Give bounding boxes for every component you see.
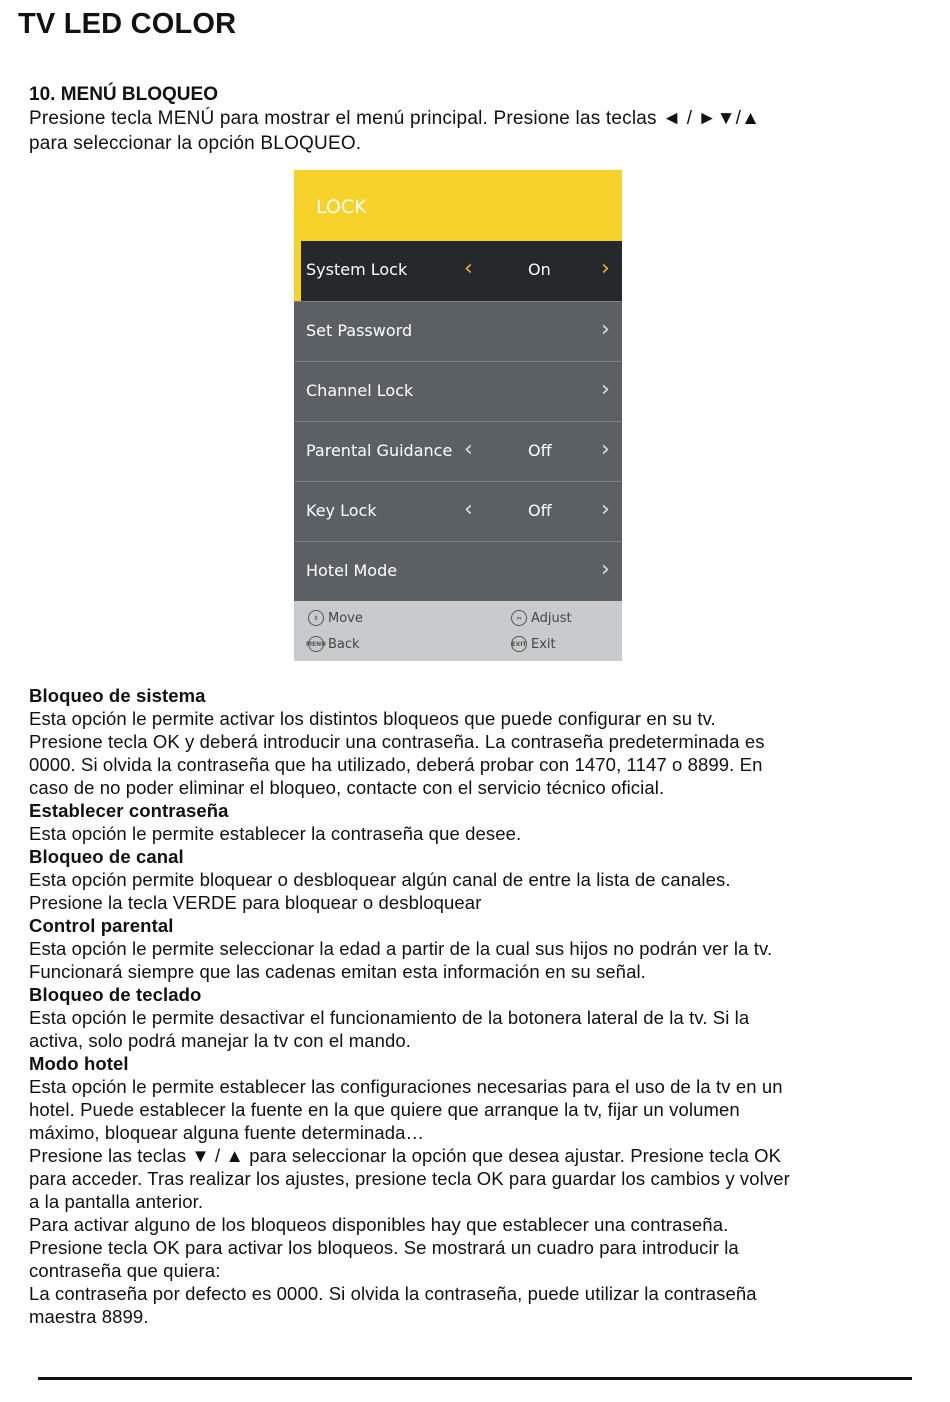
- body-line: Esta opción le permite desactivar el funcionamiento de la botonera lateral de la tv. Si la: [29, 1007, 750, 1028]
- body-line: Presione tecla OK para activar los bloqueos. Se mostrará un cuadro para introducir la: [29, 1237, 739, 1258]
- hint-exit: [511, 636, 556, 652]
- chevron-right-icon[interactable]: ›: [601, 256, 610, 281]
- body-line: hotel. Puede establecer la fuente en la que quiere que arranque la tv, fijar un volumen: [29, 1099, 740, 1120]
- subheading-channel-lock: Bloqueo de canal: [29, 846, 184, 867]
- body-line: a la pantalla anterior.: [29, 1191, 204, 1212]
- body-line: para acceder. Tras realizar los ajustes, presione tecla OK para guardar los cambios y volver: [29, 1168, 790, 1189]
- hint-back: [308, 636, 360, 652]
- intro-line: Presione tecla MENÚ para mostrar el menú principal. Presione las teclas ◄ / ►▼/▲: [29, 108, 761, 129]
- intro-paragraph: [29, 106, 909, 156]
- menu-item-parental-guidance[interactable]: [294, 421, 622, 481]
- body-line: Presione las teclas ▼ / ▲ para seleccionar la opción que desea ajustar. Presione tecla OK: [29, 1145, 782, 1166]
- subheading-hotel-mode: Modo hotel: [29, 1053, 129, 1074]
- menu-item-value: Off: [528, 441, 552, 460]
- hint-adjust: [511, 610, 572, 626]
- hint-label: Back: [328, 636, 360, 652]
- body-line: caso de no poder eliminar el bloqueo, contacte con el servicio técnico oficial.: [29, 777, 665, 798]
- body-line: Presione la tecla VERDE para bloquear o desbloquear: [29, 892, 482, 913]
- body-line: Funcionará siempre que las cadenas emitan esta información en su señal.: [29, 961, 646, 982]
- chevron-right-icon[interactable]: ›: [601, 437, 610, 462]
- menu-item-set-password[interactable]: [294, 301, 622, 361]
- body-line: Esta opción le permite seleccionar la edad a partir de la cual sus hijos no podrán ver la tv.: [29, 938, 773, 959]
- chevron-left-icon[interactable]: ‹: [464, 497, 473, 522]
- menu-item-hotel-mode[interactable]: [294, 541, 622, 601]
- up-down-icon: ⇕: [308, 610, 324, 626]
- chevron-right-icon[interactable]: ›: [601, 377, 610, 402]
- body-line: Esta opción le permite activar los distintos bloqueos que puede configurar en su tv.: [29, 708, 716, 729]
- chevron-left-icon[interactable]: ‹: [464, 437, 473, 462]
- chevron-right-icon[interactable]: ›: [601, 497, 610, 522]
- body-line: Esta opción le permite establecer la contraseña que desee.: [29, 823, 522, 844]
- menu-footer-hints: [294, 601, 622, 661]
- body-line: Para activar alguno de los bloqueos disponibles hay que establecer una contraseña.: [29, 1214, 729, 1235]
- menu-item-label: System Lock: [306, 260, 408, 279]
- hint-label: Move: [328, 610, 363, 626]
- body-content: [29, 684, 909, 1328]
- body-line: activa, solo podrá manejar la tv con el mando.: [29, 1030, 411, 1051]
- page-title: TV LED COLOR: [18, 8, 237, 40]
- hint-move: [308, 610, 363, 626]
- menu-item-label: Set Password: [306, 321, 413, 340]
- body-line: contraseña que quiera:: [29, 1260, 221, 1281]
- subheading-set-password: Establecer contraseña: [29, 800, 229, 821]
- menu-title: LOCK: [316, 196, 367, 218]
- left-right-icon: ⇔: [511, 610, 527, 626]
- subheading-system-lock: Bloqueo de sistema: [29, 685, 206, 706]
- body-line: La contraseña por defecto es 0000. Si olvida la contraseña, puede utilizar la contraseña: [29, 1283, 757, 1304]
- tv-lock-menu: [294, 170, 622, 661]
- exit-button-icon: EXIT: [511, 636, 527, 652]
- menu-item-label: Channel Lock: [306, 381, 414, 400]
- menu-item-system-lock[interactable]: [294, 241, 622, 301]
- hint-label: Adjust: [531, 610, 572, 626]
- body-line: máximo, bloquear alguna fuente determinada…: [29, 1122, 425, 1143]
- menu-item-label: Hotel Mode: [306, 561, 398, 580]
- menu-item-key-lock[interactable]: [294, 481, 622, 541]
- menu-item-label: Parental Guidance: [306, 441, 453, 460]
- menu-item-value: Off: [528, 501, 552, 520]
- menu-item-label: Key Lock: [306, 501, 377, 520]
- footer-divider: [38, 1377, 912, 1380]
- body-line: Presione tecla OK y deberá introducir una contraseña. La contraseña predeterminada es: [29, 731, 765, 752]
- hint-label: Exit: [531, 636, 556, 652]
- subheading-parental-control: Control parental: [29, 915, 174, 936]
- body-line: maestra 8899.: [29, 1306, 149, 1327]
- section-heading: 10. MENÚ BLOQUEO: [29, 84, 218, 105]
- menu-header: [294, 170, 622, 241]
- body-line: 0000. Si olvida la contraseña que ha utilizado, deberá probar con 1470, 1147 o 8899. En: [29, 754, 763, 775]
- chevron-right-icon[interactable]: ›: [601, 557, 610, 582]
- chevron-left-icon[interactable]: ‹: [464, 256, 473, 281]
- chevron-right-icon[interactable]: ›: [601, 317, 610, 342]
- body-line: Esta opción permite bloquear o desbloquear algún canal de entre la lista de canales.: [29, 869, 731, 890]
- intro-line: para seleccionar la opción BLOQUEO.: [29, 133, 362, 154]
- menu-button-icon: MENU: [308, 636, 324, 652]
- menu-item-value: On: [528, 260, 551, 279]
- subheading-key-lock: Bloqueo de teclado: [29, 984, 202, 1005]
- body-line: Esta opción le permite establecer las configuraciones necesarias para el uso de la tv en un: [29, 1076, 783, 1097]
- menu-item-channel-lock[interactable]: [294, 361, 622, 421]
